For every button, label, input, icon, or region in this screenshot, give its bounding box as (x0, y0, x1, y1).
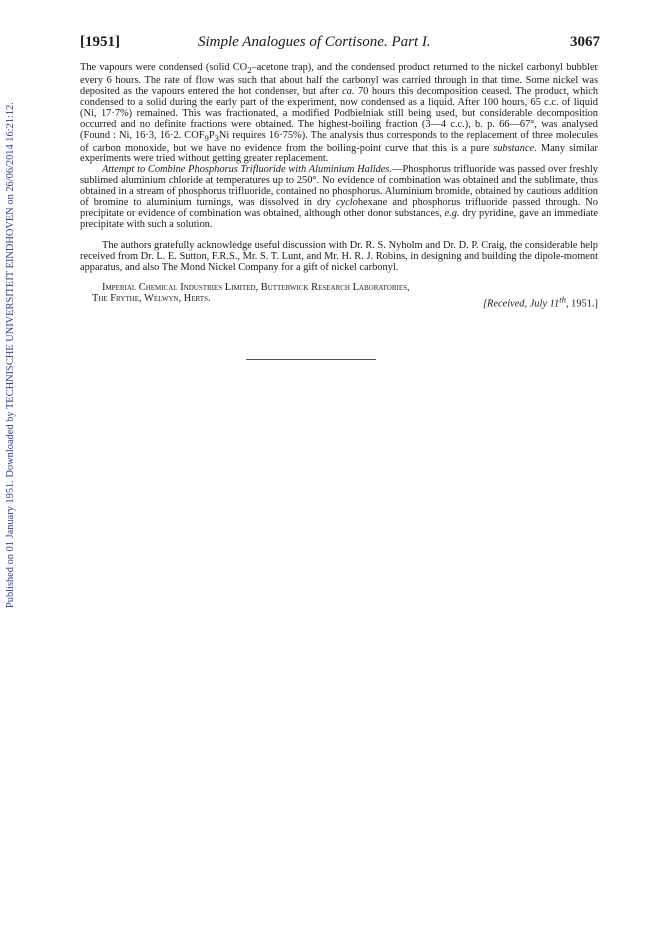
address-line-1: Imperial Chemical Industries Limited, Butterwick Research Laboratories, (102, 282, 410, 294)
download-watermark-text: Published on 01 January 1951. Downloaded by TECHNISCHE UNIVERSITEIT EINDHOVEN on 26/06/2014 16:21:12. (5, 102, 16, 608)
article-body (80, 63, 598, 311)
end-rule (246, 359, 376, 360)
header-title: Simple Analogues of Cortisone. Part I. (198, 34, 431, 50)
paragraph-aluminium-halides: Attempt to Combine Phosphorus Trifluoride with Aluminium Halides.—Phosphorus trifluoride was passed over freshly sublimed aluminium chloride at temperatures up to 250°. No evidence of combination was obtained and the sublimate, thus obtained in a stream of phosphorus trifluoride, contained no phosphorus. Aluminium bromide, obtained by cautious addition of bromine to aluminium turnings, was dissolved in dry cyclohexane and phosphorus trifluoride passed through. No precipitate or evidence of combination was obtained, although other donor substances, e.g. dry pyridine, gave an immediate precipitate with such a solution. (80, 164, 599, 230)
section-heading: Attempt to Combine Phosphorus Trifluoride with Aluminium Halides. (102, 164, 393, 176)
paragraph-experimental: The vapours were condensed (solid $CO_2$–acetone trap), and the condensed product returned to the nickel carbonyl bubbler every 6 hours. The rate of flow was such that about half the carbonyl was carried through in that time. Some nickel was deposited as the vapours entered the hot condenser, but after ca. 70 hours this decomposition ceased. The product, which condensed to a solid during the early part of the experiment, now condensed as a liquid. After 100 hours, 65 c.c. of liquid (Ni, 17·7%) remained. This was fractionated, a modified Podbielniak still being used, but considerable decomposition occurred and no definite fractions were obtained. The highest-boiling fraction (3—4 c.c.), b. p. 66—67°, was analysed (Found : Ni, 16·3, 16·2. $COF_9P_3Ni$ requires 16·75%). The analysis thus corresponds to the replacement of three molecules of carbon monoxide, but we have no evidence from the boiling-point curve that this is a pure substance. Many similar experiments were tried without getting greater replacement. (80, 62, 599, 165)
received-date: [Received, July 11th, 1951.] (482, 294, 598, 310)
address-location: The Frythe, Welwyn, Herts. (92, 293, 211, 305)
header-year: [1951] (80, 34, 120, 50)
address-line-2 (80, 294, 598, 310)
paragraph-acknowledgements: The authors gratefully acknowledge useful discussion with Dr. R. S. Nyholm and Dr. D. P. Craig, the considerable help received from Dr. L. E. Sutton, F.R.S., Mr. S. T. Lunt, and Mr. H. R. J. Robins, in designing and building the dipole-moment apparatus, and also The Mond Nickel Company for a gift of nickel carbonyl. (80, 239, 598, 273)
download-watermark (2, 48, 20, 608)
page-number: 3067 (570, 34, 600, 50)
running-header (80, 34, 600, 56)
